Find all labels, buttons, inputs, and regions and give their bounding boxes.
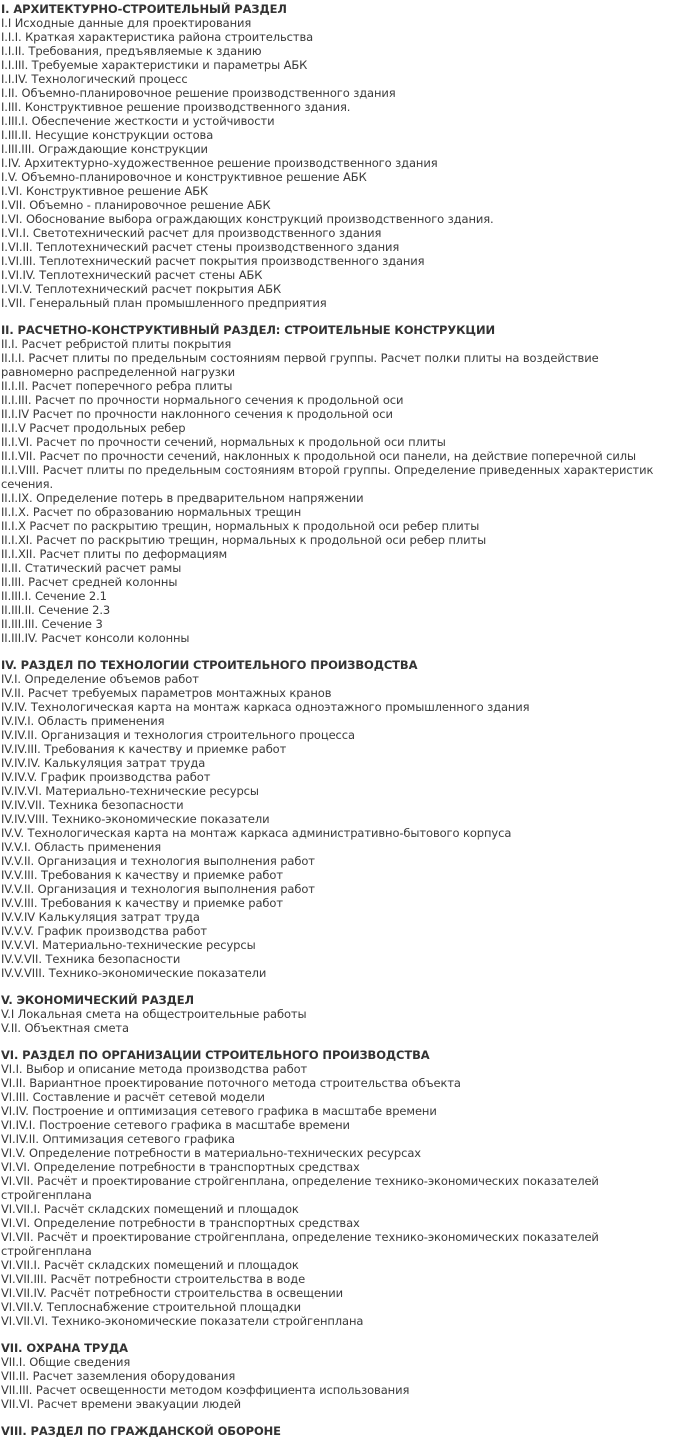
toc-item: I.I.III. Требуемые характеристики и параметры АБК bbox=[1, 58, 308, 72]
toc-item: IV.V.VI. Материально-технические ресурсы bbox=[1, 938, 256, 952]
section-title: II. РАСЧЕТНО-КОНСТРУКТИВНЫЙ РАЗДЕЛ: СТРОИТЕЛЬНЫЕ КОНСТРУКЦИИ bbox=[1, 323, 496, 337]
toc-item: I.VI. Обоснование выбора ограждающих конструкций производственного здания. bbox=[1, 212, 494, 226]
toc-section bbox=[1, 993, 700, 1035]
toc-item: IV.IV.VIII. Технико-экономические показатели bbox=[1, 812, 270, 826]
toc-item: IV.V.III. Требования к качеству и приемке работ bbox=[1, 868, 283, 882]
toc-section bbox=[1, 1424, 700, 1438]
toc-item: IV.IV.VII. Техника безопасности bbox=[1, 798, 184, 812]
toc-item: VII.VI. Расчет времени эвакуации людей bbox=[1, 1397, 242, 1411]
toc-item: II.II. Статический расчет рамы bbox=[1, 561, 182, 575]
toc-section bbox=[1, 1048, 700, 1328]
toc-item: IV.V.VIII. Технико-экономические показатели bbox=[1, 966, 267, 980]
toc-item: VI.VI. Определение потребности в транспортных средствах bbox=[1, 1216, 360, 1230]
toc-item: VI.VII.V. Теплоснабжение строительной площадки bbox=[1, 1300, 302, 1314]
toc-item: II.I.IX. Определение потерь в предварительном напряжении bbox=[1, 491, 364, 505]
toc-item: VI.VII. Расчёт и проектирование стройгенплана, определение технико-экономических показателей стройгенплана bbox=[1, 1230, 599, 1258]
toc-item: VI.IV.II. Оптимизация сетевого графика bbox=[1, 1132, 235, 1146]
toc-item: VI.III. Составление и расчёт сетевой модели bbox=[1, 1090, 265, 1104]
toc-item: I.I.II. Требования, предъявляемые к зданию bbox=[1, 44, 262, 58]
toc-item: I.VI.V. Теплотехнический расчет покрытия АБК bbox=[1, 282, 282, 296]
toc-item: II.I.VI. Расчет по прочности сечений, нормальных к продольной оси плиты bbox=[1, 435, 446, 449]
toc-item: V.I Локальная смета на общестроительные работы bbox=[1, 1007, 307, 1021]
toc-item: I.I.I. Краткая характеристика района строительства bbox=[1, 30, 314, 44]
toc-item: I.VII. Объемно - планировочное решение АБК bbox=[1, 198, 271, 212]
toc-item: IV.IV.VI. Материально-технические ресурсы bbox=[1, 784, 259, 798]
toc-item: I.III.III. Ограждающие конструкции bbox=[1, 142, 208, 156]
section-title: VI. РАЗДЕЛ ПО ОРГАНИЗАЦИИ СТРОИТЕЛЬНОГО ПРОИЗВОДСТВА bbox=[1, 1048, 430, 1062]
toc-item: I.VI.I. Светотехнический расчет для производственного здания bbox=[1, 226, 382, 240]
section-title: V. ЭКОНОМИЧЕСКИЙ РАЗДЕЛ bbox=[1, 993, 194, 1007]
toc-item: VII.III. Расчет освещенности методом коэффициента использования bbox=[1, 1383, 410, 1397]
toc-item: II.I.XI. Расчет по раскрытию трещин, нормальных к продольной оси ребер плиты bbox=[1, 533, 487, 547]
toc-item: IV.IV.I. Область применения bbox=[1, 714, 165, 728]
section-title: I. АРХИТЕКТУРНО-СТРОИТЕЛЬНЫЙ РАЗДЕЛ bbox=[1, 2, 287, 16]
toc-item: IV.V.II. Организация и технология выполнения работ bbox=[1, 882, 315, 896]
toc-item: II.III.I. Сечение 2.1 bbox=[1, 589, 107, 603]
toc-item: VI.VII.VI. Технико-экономические показатели стройгенплана bbox=[1, 1314, 364, 1328]
section-title: IV. РАЗДЕЛ ПО ТЕХНОЛОГИИ СТРОИТЕЛЬНОГО ПРОИЗВОДСТВА bbox=[1, 658, 418, 672]
toc-item: II.III. Расчет средней колонны bbox=[1, 575, 178, 589]
toc-item: I.IV. Архитектурно-художественное решение производственного здания bbox=[1, 156, 438, 170]
toc-item: II.I.X. Расчет по образованию нормальных трещин bbox=[1, 505, 302, 519]
toc-item: VII.I. Общие сведения bbox=[1, 1355, 131, 1369]
toc-item: I.VI. Конструктивное решение АБК bbox=[1, 184, 209, 198]
toc-section bbox=[1, 2, 700, 310]
toc-item: I.II. Объемно-планировочное решение производственного здания bbox=[1, 86, 396, 100]
toc-item: VI.VII.III. Расчёт потребности строительства в воде bbox=[1, 1272, 306, 1286]
toc-item: V.II. Объектная смета bbox=[1, 1021, 129, 1035]
toc-item: I.VI.IV. Теплотехнический расчет стены АБК bbox=[1, 268, 263, 282]
toc-item: II.III.II. Сечение 2.3 bbox=[1, 603, 111, 617]
section-title: VII. ОХРАНА ТРУДА bbox=[1, 1341, 128, 1355]
toc-item: IV.V.VII. Техника безопасности bbox=[1, 952, 181, 966]
toc-section bbox=[1, 658, 700, 980]
toc-section bbox=[1, 1341, 700, 1411]
toc-item: II.I.VII. Расчет по прочности сечений, наклонных к продольной оси панели, на действие поперечной силы bbox=[1, 449, 636, 463]
toc-section bbox=[1, 323, 700, 645]
toc-item: IV.V.V. График производства работ bbox=[1, 924, 208, 938]
toc-item: VI.VI. Определение потребности в транспортных средствах bbox=[1, 1160, 360, 1174]
toc-item: VI.II. Вариантное проектирование поточного метода строительства объекта bbox=[1, 1076, 461, 1090]
toc-item: II.I.VIII. Расчет плиты по предельным состояниям второй группы. Определение приведенных характеристик сечения. bbox=[1, 463, 654, 491]
toc-item: VI.IV.I. Построение сетевого графика в масштабе времени bbox=[1, 1118, 350, 1132]
toc-item: II.I.II. Расчет поперечного ребра плиты bbox=[1, 379, 233, 393]
toc-item: II.I. Расчет ребристой плиты покрытия bbox=[1, 337, 232, 351]
toc-item: IV.I. Определение объемов работ bbox=[1, 672, 199, 686]
toc-item: IV.V.IV Калькуляция затрат труда bbox=[1, 910, 200, 924]
toc-item: IV.IV.V. График производства работ bbox=[1, 770, 211, 784]
toc-item: I.III. Конструктивное решение производственного здания. bbox=[1, 100, 351, 114]
toc-item: II.I.III. Расчет по прочности нормального сечения к продольной оси bbox=[1, 393, 404, 407]
toc-item: II.I.IV Расчет по прочности наклонного сечения к продольной оси bbox=[1, 407, 393, 421]
toc-item: IV.IV.II. Организация и технология строительного процесса bbox=[1, 728, 355, 742]
toc-item: I.V. Объемно-планировочное и конструктивное решение АБК bbox=[1, 170, 367, 184]
toc-item: VI.VII. Расчёт и проектирование стройгенплана, определение технико-экономических показателей стройгенплана bbox=[1, 1174, 599, 1202]
toc-item: I.I.IV. Технологический процесс bbox=[1, 72, 188, 86]
toc-item: II.III.III. Сечение 3 bbox=[1, 617, 103, 631]
toc-item: I.VI.II. Теплотехнический расчет стены производственного здания bbox=[1, 240, 400, 254]
toc-item: II.I.X Расчет по раскрытию трещин, нормальных к продольной оси ребер плиты bbox=[1, 519, 480, 533]
toc-item: VI.VII.I. Расчёт складских помещений и площадок bbox=[1, 1202, 299, 1216]
toc-item: IV.IV. Технологическая карта на монтаж каркаса одноэтажного промышленного здания bbox=[1, 700, 530, 714]
toc-item: IV.V.III. Требования к качеству и приемке работ bbox=[1, 896, 283, 910]
toc-item: I.III.I. Обеспечение жесткости и устойчивости bbox=[1, 114, 275, 128]
toc-item: VI.IV. Построение и оптимизация сетевого графика в масштабе времени bbox=[1, 1104, 437, 1118]
toc-item: IV.II. Расчет требуемых параметров монтажных кранов bbox=[1, 686, 332, 700]
toc-item: II.III.IV. Расчет консоли колонны bbox=[1, 631, 190, 645]
section-title: VIII. РАЗДЕЛ ПО ГРАЖДАНСКОЙ ОБОРОНЕ bbox=[1, 1424, 281, 1438]
toc-item: I.VII. Генеральный план промышленного предприятия bbox=[1, 296, 327, 310]
toc-item: II.I.I. Расчет плиты по предельным состояниям первой группы. Расчет полки плиты на воздействие равномерно распределенной нагрузки bbox=[1, 351, 599, 379]
toc-item: IV.V.I. Область применения bbox=[1, 840, 162, 854]
toc-item: I.III.II. Несущие конструкции остова bbox=[1, 128, 214, 142]
toc-item: IV.IV.III. Требования к качеству и приемке работ bbox=[1, 742, 287, 756]
toc-item: VI.I. Выбор и описание метода производства работ bbox=[1, 1062, 308, 1076]
toc-item: II.I.XII. Расчет плиты по деформациям bbox=[1, 547, 228, 561]
toc-item: VI.VII.IV. Расчёт потребности строительства в освещении bbox=[1, 1286, 344, 1300]
toc-item: VII.II. Расчет заземления оборудования bbox=[1, 1369, 236, 1383]
toc-item: I.VI.III. Теплотехнический расчет покрытия производственного здания bbox=[1, 254, 425, 268]
toc-item: II.I.V Расчет продольных ребер bbox=[1, 421, 186, 435]
toc-item: IV.V.II. Организация и технология выполнения работ bbox=[1, 854, 315, 868]
toc-item: VI.V. Определение потребности в материально-технических ресурсах bbox=[1, 1146, 421, 1160]
toc-item: IV.V. Технологическая карта на монтаж каркаса административно-бытового корпуса bbox=[1, 826, 512, 840]
toc-item: I.I Исходные данные для проектирования bbox=[1, 16, 252, 30]
toc-item: IV.IV.IV. Калькуляция затрат труда bbox=[1, 756, 206, 770]
toc-item: VI.VII.I. Расчёт складских помещений и площадок bbox=[1, 1258, 299, 1272]
